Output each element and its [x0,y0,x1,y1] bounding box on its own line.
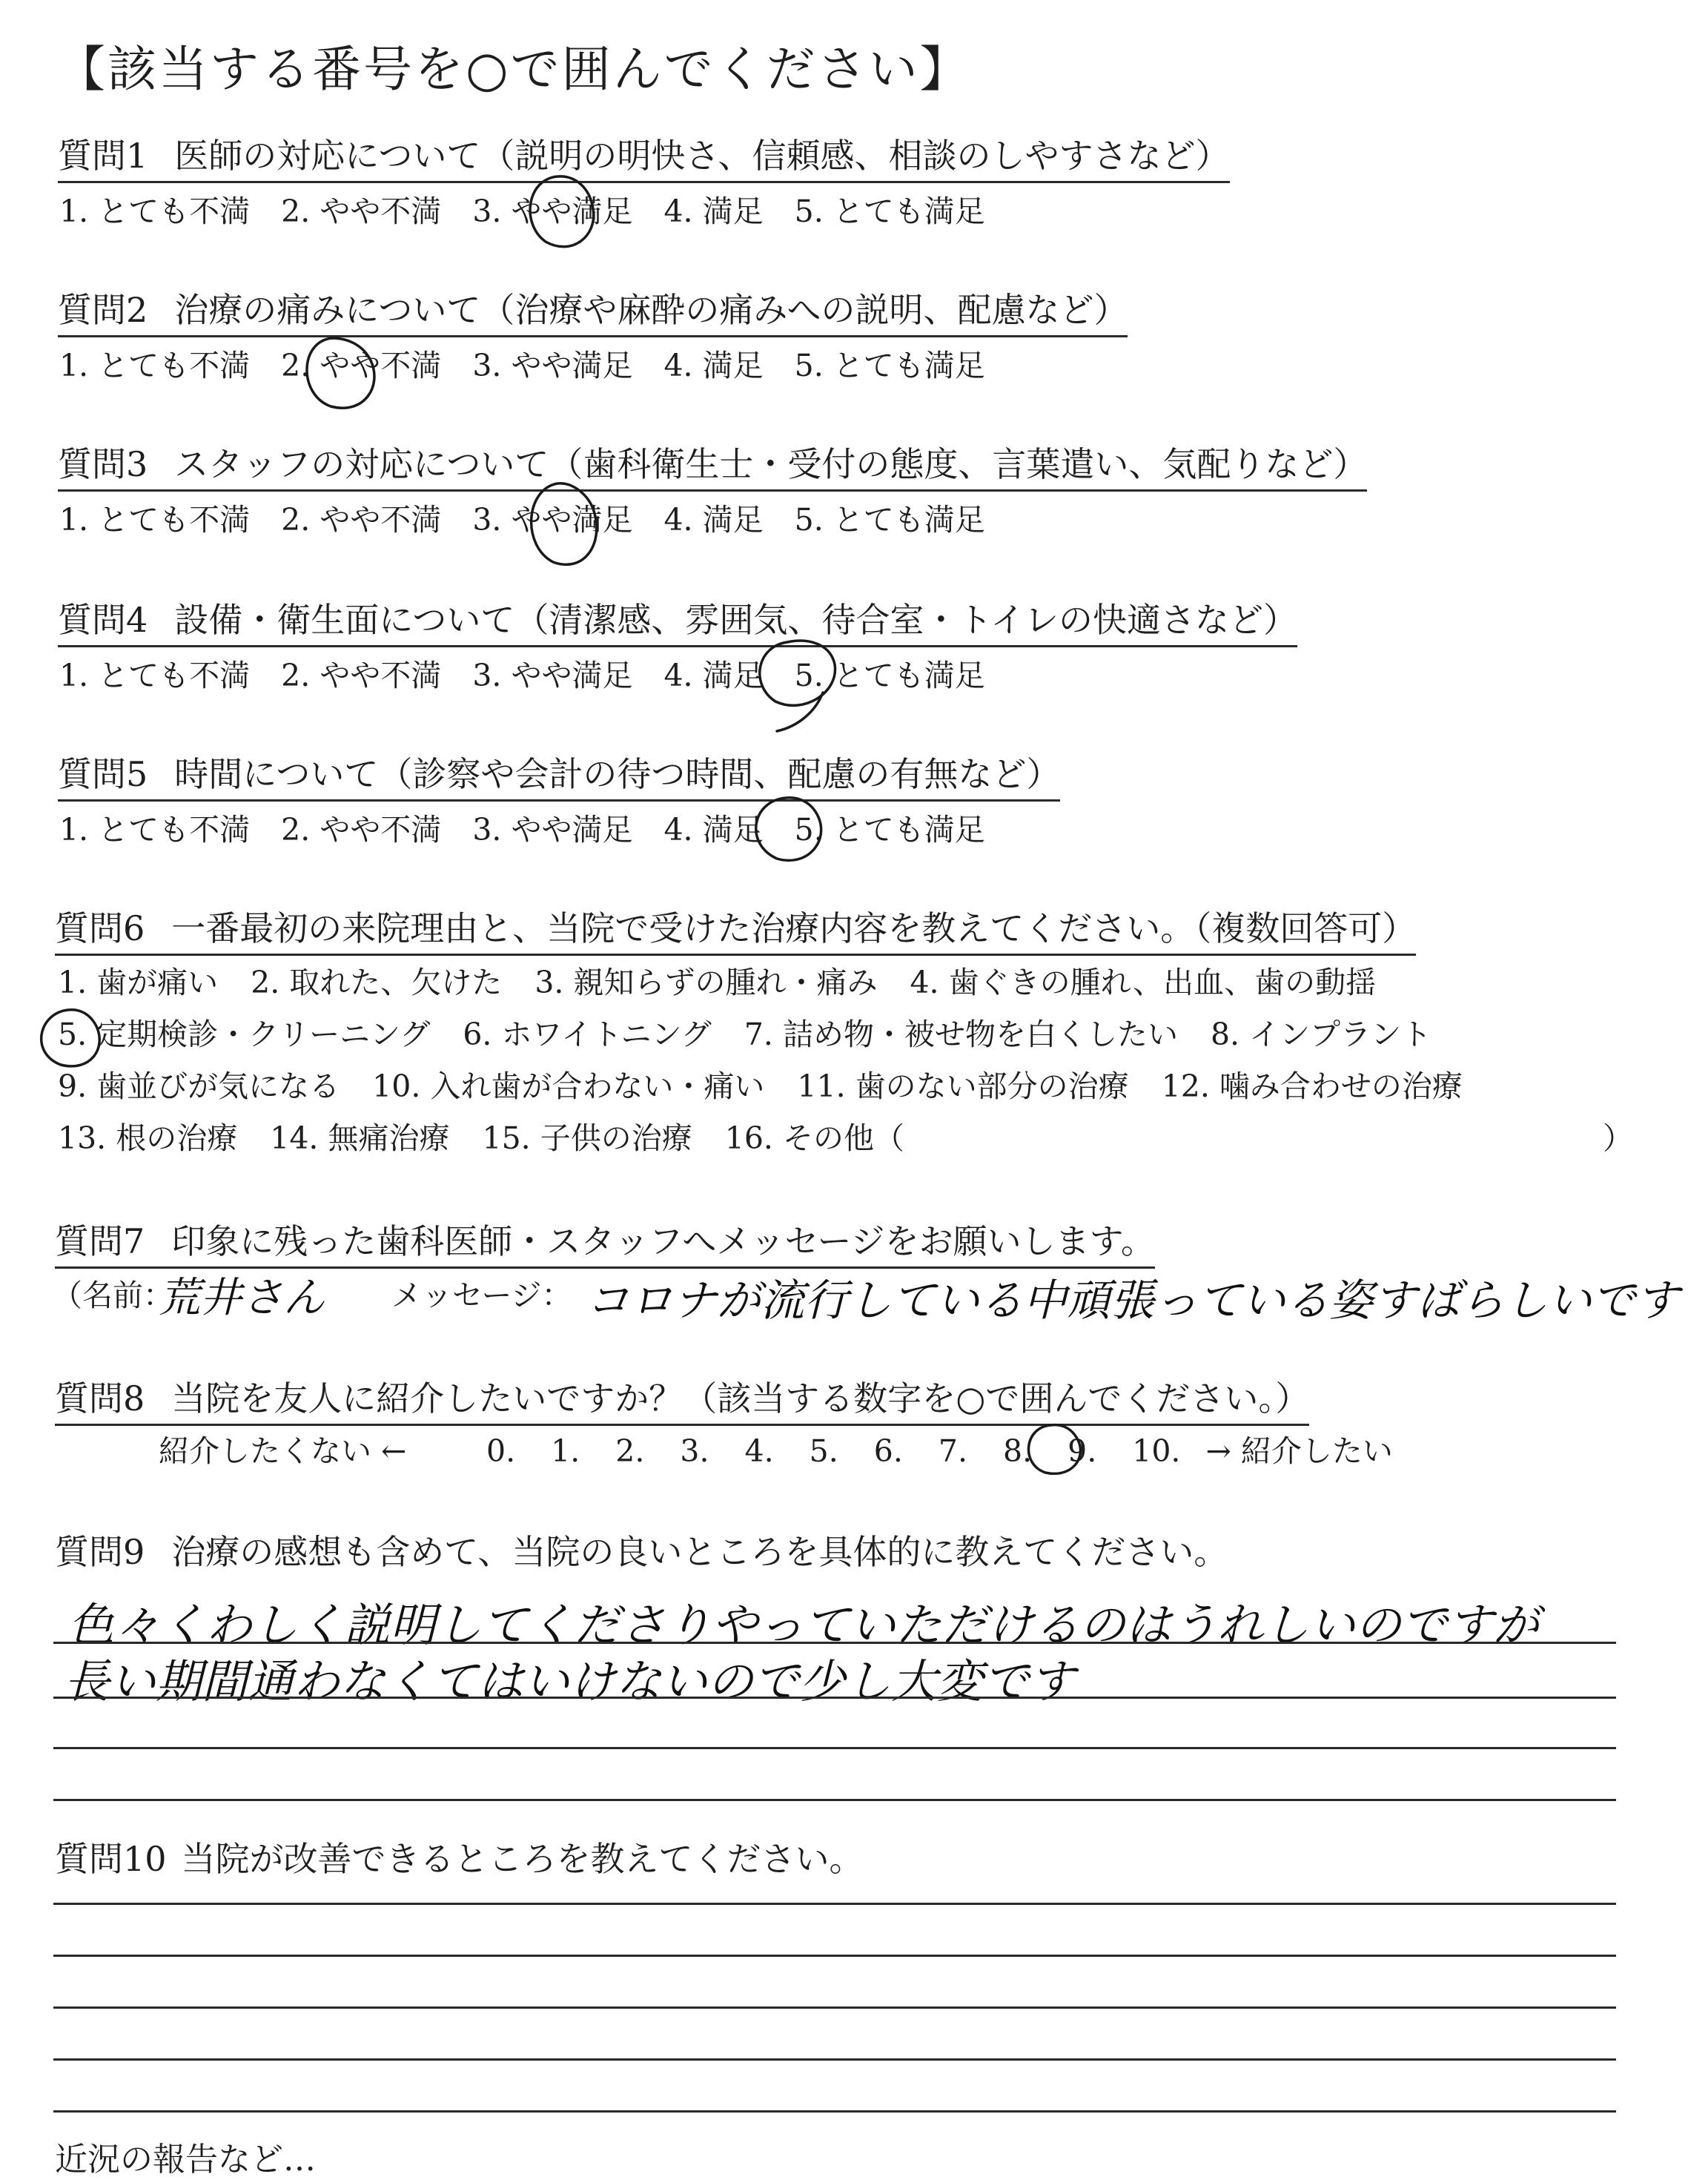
q8-scale-4[interactable]: 4. [744,1433,774,1469]
q8-scale-2[interactable]: 2. [615,1433,645,1469]
q1-option-5[interactable]: 5. とても満足 [794,194,985,229]
form-header: 【該当する番号を○で囲んでください】 [56,41,971,98]
q6-option-10[interactable]: 10. 入れ歯が合わない・痛い [372,1068,765,1104]
q6-option-16[interactable]: 16. その他（ [724,1120,904,1156]
q6-selected-circle [42,1010,100,1066]
q3-option-1[interactable]: 1. とても不満 [59,502,251,538]
q5-option-3[interactable]: 3. やや満足 [472,812,633,848]
q3-option-2[interactable]: 2. やや不満 [281,502,442,538]
q8-number: 質問8 [55,1378,145,1418]
q1-selected-circle [530,176,594,247]
q8-selected-circle [1028,1425,1080,1474]
q2-option-4[interactable]: 4. 満足 [663,348,764,383]
q6-option-1[interactable]: 1. 歯が痛い [58,965,219,1000]
q4-option-5[interactable]: 5. とても満足 [794,658,985,693]
q1-number: 質問1 [58,136,148,176]
q4-selected-circle [760,641,835,731]
q6-option-9[interactable]: 9. 歯並びが気になる [58,1068,340,1104]
q4-option-3[interactable]: 3. やや満足 [472,658,633,693]
q7-message-value[interactable]: コロナが流行している中頑張っている姿すばらしいです [586,1275,1680,1326]
q7-name-value[interactable]: 荒井さん [159,1274,325,1322]
q6-option-3[interactable]: 3. 親知らずの腫れ・痛み [534,965,878,1000]
q9-answer-line-2[interactable]: 長い期間通わなくてはいけないので少し大変です [64,1654,1076,1708]
q3-selected-circle [532,483,597,565]
q4-option-1[interactable]: 1. とても不満 [59,658,251,693]
q8-left-label: 紹介したくない ← [159,1433,407,1469]
q9-title-text: 治療の感想も含めて、当院の良いところを具体的に教えてください。 [171,1532,1228,1572]
q5-number: 質問5 [58,754,148,794]
q8-scale-7[interactable]: 7. [938,1433,967,1469]
q4-option-4[interactable]: 4. 満足 [663,658,764,693]
q6-option-14[interactable]: 14. 無痛治療 [270,1120,450,1156]
q6-title-text: 一番最初の来院理由と、当院で受けた治療内容を教えてください。（複数回答可） [171,908,1417,948]
q7-name-label: （名前： [52,1278,173,1313]
q3-title-text: スタッフの対応について（歯科衛生士・受付の態度、言葉遣い、気配りなど） [174,444,1368,484]
q8-scale-0[interactable]: 0. [486,1433,516,1469]
q6-option-8[interactable]: 8. インプラント [1210,1017,1432,1052]
q7-number: 質問7 [55,1221,145,1261]
q4-option-2[interactable]: 2. やや不満 [281,658,442,693]
q3-number: 質問3 [58,444,148,484]
q10-number: 質問10 [55,1839,167,1879]
q9-number: 質問9 [55,1532,145,1572]
q1-option-1[interactable]: 1. とても不満 [59,194,251,229]
q2-number: 質問2 [58,290,148,330]
q4-number: 質問4 [58,600,148,640]
q8-scale-8[interactable]: 8. [1003,1433,1033,1469]
q6-option-6[interactable]: 6. ホワイトニング [463,1017,712,1052]
q6-option-13[interactable]: 13. 根の治療 [58,1120,238,1156]
q3-option-4[interactable]: 4. 満足 [663,502,764,538]
q8-scale-3[interactable]: 3. [680,1433,709,1469]
q7-title-text: 印象に残った歯科医師・スタッフへメッセージをお願いします。 [171,1221,1155,1261]
q10-title-text: 当院が改善できるところを教えてください。 [181,1839,864,1879]
q7-message-label: メッセージ： [391,1278,572,1313]
q6-option-2[interactable]: 2. 取れた、欠けた [251,965,503,1000]
q6-option-5[interactable]: 5. 定期検診・クリーニング [58,1017,431,1052]
q1-title-text: 医師の対応について（説明の明快さ、信頼感、相談のしやすさなど） [174,136,1230,176]
q1-option-2[interactable]: 2. やや不満 [281,194,442,229]
q8-scale-10[interactable]: 10. [1132,1433,1181,1469]
q8-scale-5[interactable]: 5. [809,1433,838,1469]
q2-option-5[interactable]: 5. とても満足 [794,348,985,383]
footer-partial-text: 近況の報告など… [55,2141,316,2179]
q6-option-12[interactable]: 12. 噛み合わせの治療 [1161,1068,1463,1104]
q2-option-1[interactable]: 1. とても不満 [59,348,251,383]
q8-scale-9[interactable]: 9. [1068,1433,1097,1469]
q8-right-label: → 紹介したい [1205,1433,1393,1469]
q8-scale-1[interactable]: 1. [551,1433,580,1469]
q2-option-3[interactable]: 3. やや満足 [472,348,633,383]
q1-option-3[interactable]: 3. やや満足 [472,194,633,229]
q6-option-4[interactable]: 4. 歯ぐきの腫れ、出血、歯の動揺 [910,965,1377,1000]
q6-number: 質問6 [55,908,145,948]
q5-option-2[interactable]: 2. やや不満 [281,812,442,848]
q3-option-5[interactable]: 5. とても満足 [794,502,985,538]
q6-other-close-paren: ） [1603,1120,1633,1156]
q6-option-11[interactable]: 11. 歯のない部分の治療 [797,1068,1129,1104]
q6-option-7[interactable]: 7. 詰め物・被せ物を白くしたい [744,1017,1178,1052]
q2-selected-circle [307,338,374,408]
q5-selected-circle [756,798,821,861]
q5-option-5[interactable]: 5. とても満足 [794,812,985,848]
q1-option-4[interactable]: 4. 満足 [663,194,764,229]
q9-answer-line-1[interactable]: 色々くわしく説明してくださりやっていただけるのはうれしいのですが [68,1598,1540,1652]
q5-title-text: 時間について（診察や会計の待つ時間、配慮の有無など） [174,754,1061,794]
q3-option-3[interactable]: 3. やや満足 [472,502,633,538]
q8-scale-6[interactable]: 6. [873,1433,903,1469]
q6-option-15[interactable]: 15. 子供の治療 [482,1120,692,1156]
q4-title-text: 設備・衛生面について（清潔感、雰囲気、待合室・トイレの快適さなど） [174,600,1298,640]
q5-option-4[interactable]: 4. 満足 [663,812,764,848]
q2-title-text: 治療の痛みについて（治療や麻酔の痛みへの説明、配慮など） [174,290,1128,330]
q5-option-1[interactable]: 1. とても不満 [59,812,251,848]
q8-title-text: 当院を友人に紹介したいですか？（該当する数字を○で囲んでください。） [171,1378,1310,1418]
q2-option-2[interactable]: 2. やや不満 [281,348,442,383]
